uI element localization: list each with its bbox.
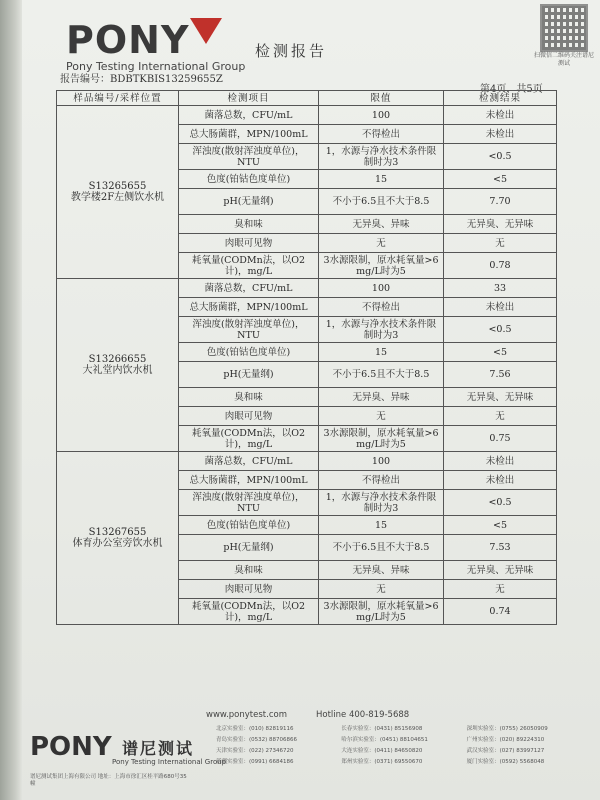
page-number: 第4页，共5页: [480, 84, 543, 95]
test-item-cell: pH(无量纲): [179, 535, 319, 561]
result-cell: 0.75: [444, 426, 557, 452]
sample-id: S13265655: [88, 181, 147, 192]
test-item-cell: 浑浊度(散射浑浊度单位)，NTU: [179, 490, 319, 516]
test-item-cell: 菌落总数，CFU/mL: [179, 279, 319, 298]
limit-cell: 1，水源与净水技术条件限制时为3: [319, 317, 444, 343]
sample-cell: [57, 279, 179, 452]
test-item-cell: 总大肠菌群，MPN/100mL: [179, 298, 319, 317]
test-item-cell: 耗氧量(CODMn法，以O2计)，mg/L: [179, 253, 319, 279]
col-header-limit: 限值: [319, 91, 444, 106]
result-cell: 7.56: [444, 362, 557, 388]
qr-code-icon: [540, 4, 588, 52]
result-cell: 未检出: [444, 298, 557, 317]
lab-contact: 天津实验室：(022) 27346720: [216, 748, 294, 754]
footer-company-en: Pony Testing International Group: [112, 758, 227, 766]
lab-contact: 北京实验室：(010) 82819116: [216, 726, 294, 732]
lab-contact: 大连实验室：(0411) 84650820: [341, 748, 423, 754]
test-item-cell: 肉眼可见物: [179, 407, 319, 426]
limit-cell: 1，水源与净水技术条件限制时为3: [319, 490, 444, 516]
test-item-cell: 总大肠菌群，MPN/100mL: [179, 471, 319, 490]
pony-logo: PONY: [66, 18, 190, 62]
limit-cell: 无异臭、异味: [319, 215, 444, 234]
test-item-cell: 总大肠菌群，MPN/100mL: [179, 125, 319, 144]
limit-cell: 无异臭、异味: [319, 561, 444, 580]
hotline-text: Hotline 400-819-5688: [316, 710, 410, 720]
result-cell: 7.70: [444, 189, 557, 215]
sample-cell: [57, 106, 179, 279]
test-item-cell: 耗氧量(CODMn法，以O2计)，mg/L: [179, 599, 319, 625]
limit-cell: 100: [319, 452, 444, 471]
test-item-cell: 色度(铂钴色度单位): [179, 516, 319, 535]
sample-location: 教学楼2F左侧饮水机: [70, 192, 165, 203]
company-address: 谱尼测试集团上海有限公司 地址：上海市徐汇区桂平路680号35幢: [30, 774, 187, 787]
limit-cell: 不小于6.5且不大于8.5: [319, 362, 444, 388]
footer-logo: PONY: [30, 732, 112, 762]
test-item-cell: 耗氧量(CODMn法，以O2计)，mg/L: [179, 426, 319, 452]
lab-contact-list: [216, 724, 588, 765]
sample-location: 大礼堂内饮水机: [82, 365, 153, 376]
logo-accent-icon: [190, 18, 222, 44]
test-item-cell: 肉眼可见物: [179, 580, 319, 599]
col-header-result: 检测结果: [444, 91, 557, 106]
limit-cell: 1，水源与净水技术条件限制时为3: [319, 144, 444, 170]
test-item-cell: 色度(铂钴色度单位): [179, 170, 319, 189]
lab-contact: 深圳实验室：(0755) 26050909: [466, 726, 548, 732]
test-item-cell: pH(无量纲): [179, 189, 319, 215]
results-table: [56, 90, 557, 625]
limit-cell: 15: [319, 516, 444, 535]
report-title: 检测报告: [255, 42, 328, 60]
lab-contact: 长春实验室：(0431) 85156908: [341, 726, 423, 732]
lab-contact: 新疆实验室：(0991) 6684186: [216, 759, 294, 765]
limit-cell: 无: [319, 407, 444, 426]
test-item-cell: 臭和味: [179, 388, 319, 407]
limit-cell: 15: [319, 343, 444, 362]
result-cell: <0.5: [444, 317, 557, 343]
sample-location: 体育办公室旁饮水机: [72, 538, 163, 549]
lab-contact: 广州实验室：(020) 89224310: [466, 737, 545, 743]
test-item-cell: 菌落总数，CFU/mL: [179, 452, 319, 471]
company-name-cn: 谱尼测试: [122, 739, 195, 758]
result-cell: 未检出: [444, 125, 557, 144]
limit-cell: 3水源限制，原水耗氧量>6 mg/L时为5: [319, 599, 444, 625]
result-cell: 未检出: [444, 106, 557, 125]
report-footer: [30, 710, 590, 800]
limit-cell: 无异臭、异味: [319, 388, 444, 407]
test-item-cell: 浑浊度(散射浑浊度单位)，NTU: [179, 144, 319, 170]
test-item-cell: 肉眼可见物: [179, 234, 319, 253]
lab-contact: 郑州实验室：(0371) 69550670: [341, 759, 423, 765]
col-header-item: 检测项目: [179, 91, 319, 106]
result-cell: 无异臭、无异味: [444, 215, 557, 234]
result-cell: <5: [444, 170, 557, 189]
limit-cell: 无: [319, 580, 444, 599]
test-item-cell: 浑浊度(散射浑浊度单位)，NTU: [179, 317, 319, 343]
test-item-cell: 色度(铂钴色度单位): [179, 343, 319, 362]
report-number: 报告编号：BDBTKBIS13259655Z: [60, 74, 223, 85]
limit-cell: 不得检出: [319, 298, 444, 317]
sample-id: S13267655: [88, 527, 147, 538]
result-cell: 无: [444, 234, 557, 253]
limit-cell: 不得检出: [319, 125, 444, 144]
test-item-cell: 臭和味: [179, 561, 319, 580]
col-header-sample: 样品编号/采样位置: [57, 91, 179, 106]
result-cell: 无: [444, 580, 557, 599]
result-cell: <0.5: [444, 144, 557, 170]
lab-contact: 哈尔滨实验室：(0451) 88104651: [341, 737, 428, 743]
result-cell: 7.53: [444, 535, 557, 561]
result-cell: 无异臭、无异味: [444, 561, 557, 580]
lab-contact: 厦门实验室：(0592) 5568048: [466, 759, 545, 765]
table-row: [57, 452, 557, 471]
binding-edge: [0, 0, 22, 800]
result-cell: <0.5: [444, 490, 557, 516]
limit-cell: 100: [319, 279, 444, 298]
limit-cell: 不得检出: [319, 471, 444, 490]
lab-contact: 青岛实验室：(0532) 88706866: [216, 737, 298, 743]
result-cell: 0.78: [444, 253, 557, 279]
results-body: [57, 106, 557, 625]
test-item-cell: 菌落总数，CFU/mL: [179, 106, 319, 125]
limit-cell: 不小于6.5且不大于8.5: [319, 189, 444, 215]
sample-cell: [57, 452, 179, 625]
limit-cell: 无: [319, 234, 444, 253]
qr-caption: 扫微信二维码关注谱尼测试: [534, 52, 595, 67]
limit-cell: 100: [319, 106, 444, 125]
result-cell: 33: [444, 279, 557, 298]
result-cell: 无: [444, 407, 557, 426]
website-text: www.ponytest.com: [206, 710, 287, 720]
result-cell: 未检出: [444, 452, 557, 471]
company-name-en: Pony Testing International Group: [66, 60, 246, 73]
result-cell: <5: [444, 343, 557, 362]
lab-contact: 武汉实验室：(027) 83997127: [466, 748, 545, 754]
test-item-cell: 臭和味: [179, 215, 319, 234]
limit-cell: 3水源限制，原水耗氧量>6 mg/L时为5: [319, 426, 444, 452]
result-cell: 无异臭、无异味: [444, 388, 557, 407]
result-cell: <5: [444, 516, 557, 535]
table-row: [57, 106, 557, 125]
table-header-row: [57, 91, 557, 106]
limit-cell: 3水源限制，原水耗氧量>6 mg/L时为5: [319, 253, 444, 279]
result-cell: 未检出: [444, 471, 557, 490]
table-row: [57, 279, 557, 298]
limit-cell: 15: [319, 170, 444, 189]
test-item-cell: pH(无量纲): [179, 362, 319, 388]
sample-id: S13266655: [88, 354, 147, 365]
limit-cell: 不小于6.5且不大于8.5: [319, 535, 444, 561]
result-cell: 0.74: [444, 599, 557, 625]
